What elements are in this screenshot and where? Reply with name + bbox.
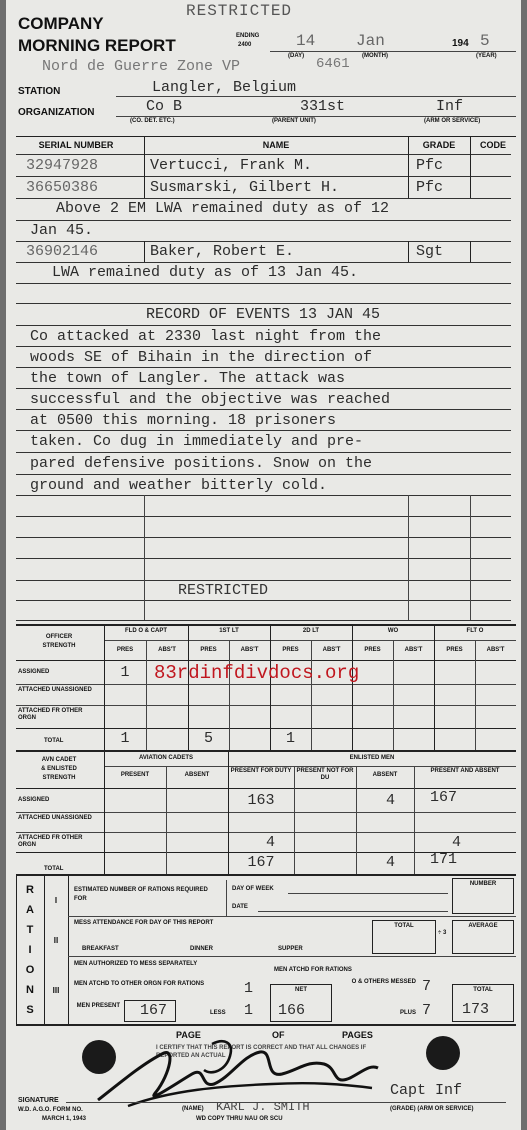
aviation-cadets-header: AVIATION CADETS	[138, 755, 194, 761]
report-month: Jan	[356, 32, 385, 50]
officer-total-2lt-pres: 1	[285, 730, 295, 747]
enlisted-row-total: TOTAL	[44, 866, 64, 872]
col-code: CODE	[479, 140, 506, 150]
org-sub-arm: (ARM OR SERVICE)	[424, 118, 481, 124]
breakfast-label: BREAKFAST	[82, 946, 119, 952]
of-label: OF	[272, 1030, 285, 1040]
net-value: 166	[278, 1002, 306, 1019]
enlisted-row-attached-unassigned: ATTACHED UNASSIGNED	[18, 815, 92, 821]
organization-label: ORGANIZATION	[18, 107, 95, 118]
station-label: STATION	[18, 86, 61, 97]
col-name: NAME	[262, 140, 290, 150]
men-present-value: 167	[140, 1002, 168, 1019]
plus-value: 7	[422, 1002, 432, 1019]
roster-grade-2: Pfc	[416, 179, 444, 196]
roster-note-1a: Above 2 EM LWA remained duty as of 12	[56, 200, 390, 217]
enlisted-total-pfd: 167	[247, 854, 275, 871]
name-sub-label: (NAME)	[182, 1106, 204, 1112]
enlisted-absent-header: ABSENT	[372, 772, 398, 778]
officer-strength-label-2: STRENGTH	[42, 643, 76, 649]
org-company: Co B	[146, 98, 183, 115]
officer-group-1lt: 1ST LT	[219, 628, 239, 634]
roster-serial-2: 36650386	[26, 179, 99, 196]
enlisted-label-3: STRENGTH	[42, 775, 76, 781]
rations-section-iii: III	[52, 986, 60, 995]
grade-arm: Capt Inf	[390, 1082, 463, 1099]
signature-label: SIGNATURE	[18, 1097, 59, 1104]
day-of-week-label: DAY OF WEEK	[232, 886, 274, 892]
pres-h-5: PRES	[446, 647, 463, 653]
pres-h-3: PRES	[282, 647, 299, 653]
roster-name-2: Susmarski, Gilbert H.	[150, 179, 340, 196]
rations-section-ii: II	[53, 936, 59, 945]
ending-time: 2400	[238, 42, 252, 48]
cadets-absent-header: ABSENT	[184, 772, 210, 778]
net-label: NET	[295, 987, 307, 993]
restricted-stamp-top: RESTRICTED	[186, 2, 293, 20]
watermark: 83rdinfdivdocs.org	[154, 662, 360, 684]
rations-letter-i: I	[28, 944, 32, 956]
form-date: MARCH 1, 1943	[42, 1116, 87, 1122]
enlisted-attached-total: 4	[452, 834, 462, 851]
officer-total-1lt-pres: 5	[203, 730, 213, 747]
event-line-5: at 0500 this morning. 18 prisoners	[30, 412, 337, 429]
less-value: 1	[244, 1002, 254, 1019]
roster-name-1: Vertucci, Frank M.	[150, 157, 313, 174]
supper-label: SUPPER	[278, 946, 303, 952]
form-number: W.D. A.G.O. FORM NO.	[18, 1107, 83, 1113]
enlisted-assigned-total: 167	[430, 789, 458, 806]
grade-arm-sub: (GRADE) (ARM OR SERVICE)	[390, 1106, 474, 1112]
event-line-8: ground and weather bitterly cold.	[30, 477, 328, 494]
abs-h-4: ABS'T	[404, 647, 423, 653]
officer-row-attached-other: ATTACHED FR OTHER ORGN	[18, 708, 83, 721]
year-sub-label: (YEAR)	[476, 53, 497, 59]
officer-row-total: TOTAL	[44, 738, 64, 744]
col-serial-number: SERIAL NUMBER	[38, 140, 114, 150]
rations-letter-a: A	[26, 904, 34, 916]
total-label: TOTAL	[394, 923, 414, 929]
rations-letter-r: R	[26, 884, 34, 896]
roster-name-3: Baker, Robert E.	[150, 243, 295, 260]
year-digit: 5	[480, 32, 490, 50]
men-atchd-rations-label: MEN ATCHD FOR RATIONS	[274, 967, 352, 973]
event-line-4: successful and the objective was reached	[30, 391, 391, 408]
pages-label: PAGES	[342, 1030, 373, 1040]
restricted-stamp-mid: RESTRICTED	[178, 582, 269, 599]
binder-hole-right	[426, 1036, 460, 1070]
men-present-label: MEN PRESENT	[76, 1003, 120, 1009]
morning-report-form	[6, 0, 521, 1130]
men-atchd-other-value: 1	[244, 980, 254, 997]
pres-h-1: PRES	[116, 647, 134, 653]
present-for-duty-header: PRESENT FOR DUTY	[230, 768, 292, 774]
day-number: 6461	[316, 56, 350, 72]
month-sub-label: (MONTH)	[362, 53, 388, 59]
roster-serial-3: 36902146	[26, 243, 99, 260]
rations-section-i: I	[54, 896, 58, 905]
roster-serial-1: 32947928	[26, 157, 99, 174]
station-overlay-text: Nord de Guerre Zone VP	[42, 58, 241, 75]
dinner-label: DINNER	[190, 946, 214, 952]
org-regiment: 331st	[300, 98, 346, 115]
form-title-line2: MORNING REPORT	[18, 36, 176, 55]
abs-h-3: ABS'T	[322, 647, 341, 653]
ending-label: ENDING	[236, 33, 260, 39]
officer-group-flt: FLT O	[466, 628, 484, 634]
certify-text: I CERTIFY THAT THIS REPORT IS CORRECT AND THAT ALL CHANGES IF REPORTED AN ACTUAL	[156, 1045, 367, 1059]
org-sub-company: (CO. DET. ETC.)	[130, 118, 175, 124]
men-atchd-other-label: MEN ATCHD TO OTHER ORGN FOR RATIONS	[74, 981, 205, 987]
event-line-6: taken. Co dug in immediately and pre-	[30, 433, 364, 450]
o-others-value: 7	[422, 978, 432, 995]
day-sub-label: (DAY)	[288, 53, 305, 59]
org-arm: Inf	[436, 98, 464, 115]
present-and-absent-header: PRESENT AND ABSENT	[430, 768, 500, 774]
copy-note: WD COPY THRU NAU OR SCU	[196, 1116, 283, 1122]
event-line-7: pared defensive positions. Snow on the	[30, 455, 373, 472]
abs-h-1: ABS'T	[158, 647, 176, 653]
officer-total-fld-pres: 1	[120, 730, 130, 747]
enlisted-row-assigned: ASSIGNED	[18, 797, 50, 803]
abs-h-2: ABS'T	[240, 647, 259, 653]
col-grade: GRADE	[422, 140, 456, 150]
date-label: DATE	[232, 904, 248, 910]
enlisted-men-header: ENLISTED MEN	[349, 755, 395, 761]
enlisted-total-total: 171	[430, 851, 458, 868]
present-not-for-duty-header: PRESENT NOT FOR DU	[296, 768, 354, 781]
event-line-2: woods SE of Bihain in the direction of	[30, 349, 373, 366]
enlisted-label-1: AVN CADET	[41, 757, 77, 763]
plus-label: PLUS	[400, 1010, 417, 1016]
roster-grade-1: Pfc	[416, 157, 444, 174]
roster-note-2: LWA remained duty as of 13 Jan 45.	[52, 264, 359, 281]
roster-note-1b: Jan 45.	[30, 222, 94, 239]
officer-row-attached-unassigned: ATTACHED UNASSIGNED	[18, 687, 92, 693]
event-line-3: the town of Langler. The attack was	[30, 370, 346, 387]
org-sub-parent: (PARENT UNIT)	[272, 118, 316, 124]
estimated-rations-label: ESTIMATED NUMBER OF RATIONS REQUIRED FOR	[74, 887, 208, 902]
mess-attendance-label: MESS ATTENDANCE FOR DAY OF THIS REPORT	[74, 920, 214, 926]
station-value: Langler, Belgium	[152, 79, 297, 96]
number-label: NUMBER	[469, 881, 497, 887]
enlisted-total-absent: 4	[386, 854, 396, 871]
page-label: PAGE	[176, 1030, 201, 1040]
form-title-line1: COMPANY	[18, 14, 104, 33]
pres-h-2: PRES	[200, 647, 217, 653]
officer-group-wo: WO	[387, 628, 399, 634]
enlisted-assigned-pfd: 163	[247, 792, 275, 809]
men-authorized-label: MEN AUTHORIZED TO MESS SEPARATELY	[74, 961, 198, 967]
enlisted-label-2: & ENLISTED	[41, 766, 77, 772]
abs-h-5: ABS'T	[486, 647, 505, 653]
report-day: 14	[296, 32, 316, 50]
officer-assigned-fld-pres: 1	[120, 664, 130, 681]
typed-name: KARL J. SMITH	[216, 1100, 310, 1114]
officer-group-2lt: 2D LT	[302, 628, 320, 634]
cadets-present-header: PRESENT	[120, 772, 150, 778]
pres-h-4: PRES	[364, 647, 381, 653]
rations-letter-s: S	[26, 1004, 34, 1016]
officer-strength-label-1: OFFICER	[45, 634, 73, 640]
average-label: AVERAGE	[468, 923, 498, 929]
enlisted-assigned-absent: 4	[386, 792, 396, 809]
events-heading: RECORD OF EVENTS 13 JAN 45	[146, 306, 381, 323]
less-label: LESS	[210, 1010, 226, 1016]
o-others-messed-label: O & OTHERS MESSED	[351, 979, 416, 985]
grand-total-value: 173	[462, 1001, 490, 1018]
grand-total-label: TOTAL	[473, 987, 493, 993]
year-prefix: 194	[452, 38, 469, 49]
rations-letter-o: O	[25, 964, 35, 976]
enlisted-row-attached-other: ATTACHED FR OTHER ORGN	[18, 835, 83, 848]
officer-group-fld: FLD O & CAPT	[125, 628, 167, 634]
enlisted-attached-pfd: 4	[266, 834, 276, 851]
rations-letter-n: N	[26, 984, 34, 996]
event-line-1: Co attacked at 2330 last night from the	[30, 328, 382, 345]
roster-grade-3: Sgt	[416, 243, 444, 260]
divide-by-three: ÷ 3	[438, 930, 447, 936]
officer-row-assigned: ASSIGNED	[18, 669, 50, 675]
rations-letter-t: T	[26, 924, 34, 936]
